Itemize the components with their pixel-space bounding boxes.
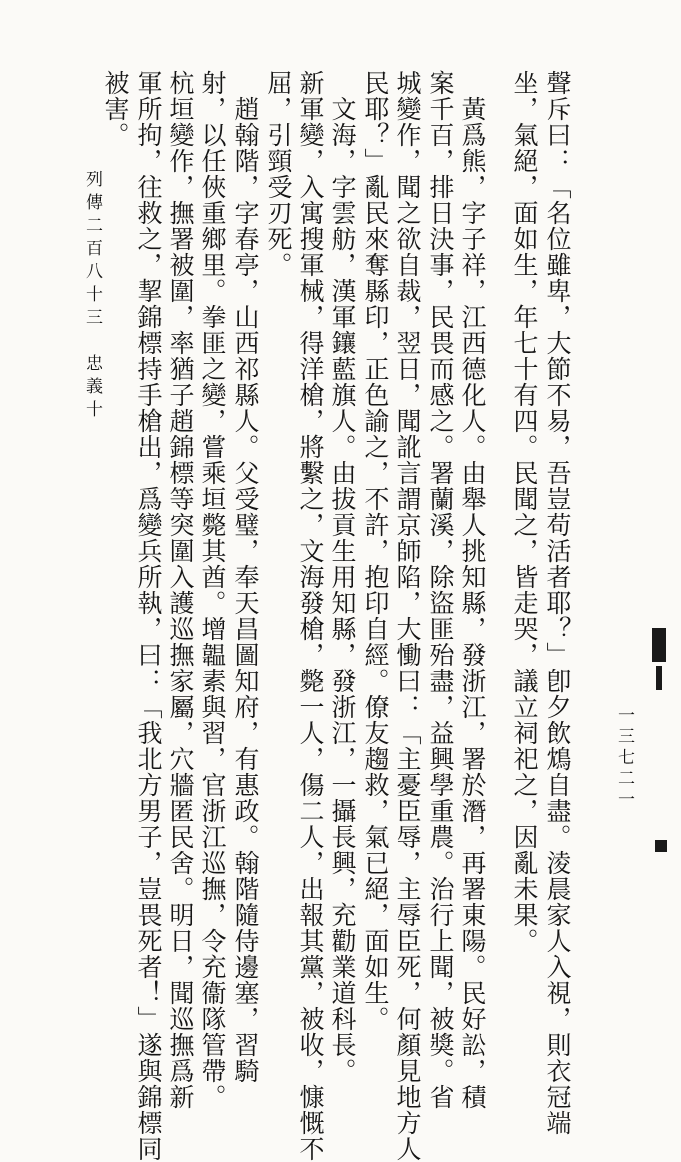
text-column: 軍所拘，往救之，挈錦標持手槍出，爲變兵所執，曰：「我北方男子，豈畏死者！」遂與錦標同 [134,70,163,1162]
text-column: 文海，字雲舫，漢軍鑲藍旗人。由拔貢生用知縣，發浙江，一攝長興，充勸業道科長。 [328,96,357,1084]
text-column: 民耶？」亂民來奪縣印，正色諭之，不許，抱印自經。僚友趨救，氣已絕，面如生。 [361,70,390,1032]
text-column: 屈，引頸受刃死。 [264,70,293,278]
scan-mark [655,840,667,852]
page-number: 一三七二一 [614,706,634,811]
text-column: 聲斥曰：「名位雖卑，大節不易，吾豈苟活者耶？」卽夕飲鴆自盡。淩晨家人入視，則衣冠端 [543,70,572,1136]
text-column: 被害。 [101,70,130,148]
text-column: 城變作，聞之欲自裁，翌日，聞訛言謂京師陷，大慟曰：「主憂臣辱，主辱臣死，何顏見地方人 [393,70,422,1162]
scan-mark [652,628,666,662]
text-column: 黃爲熊，字子祥，江西德化人。由舉人挑知縣，發浙江，署於潛，再署東陽。民好訟，積 [458,96,487,1110]
text-column: 趙翰階，字春亭，山西祁縣人。父受璧，奉天昌圖知府，有惠政。翰階隨侍邊塞，習騎 [231,96,260,1084]
text-column: 坐，氣絕，面如生，年七十有四。民聞之，皆走哭，議立祠祀之，因亂未果。 [510,70,539,954]
text-column: 射，以任俠重鄉里。拳匪之變，嘗乘垣斃其酋。增韞素與習，官浙江巡撫，令充衞隊管帶。 [198,70,227,1110]
text-column: 案千百，排日決事，民畏而感之。署蘭溪，除盜匪殆盡，益興學重農。治行上聞，被獎。省 [426,70,455,1110]
text-column: 杭垣變作，撫署被圍，率猶子趙錦標等突圍入護巡撫家屬，穴牆匿民舍。明日，聞巡撫爲新 [166,70,195,1110]
margin-label: 列傳二百八十三 忠義十 [82,170,102,423]
text-column: 新軍變，入寓搜軍械，得洋槍，將繫之，文海發槍，斃一人，傷二人，出報其黨，被收，慷慨不 [296,70,325,1162]
scan-mark [656,666,662,690]
